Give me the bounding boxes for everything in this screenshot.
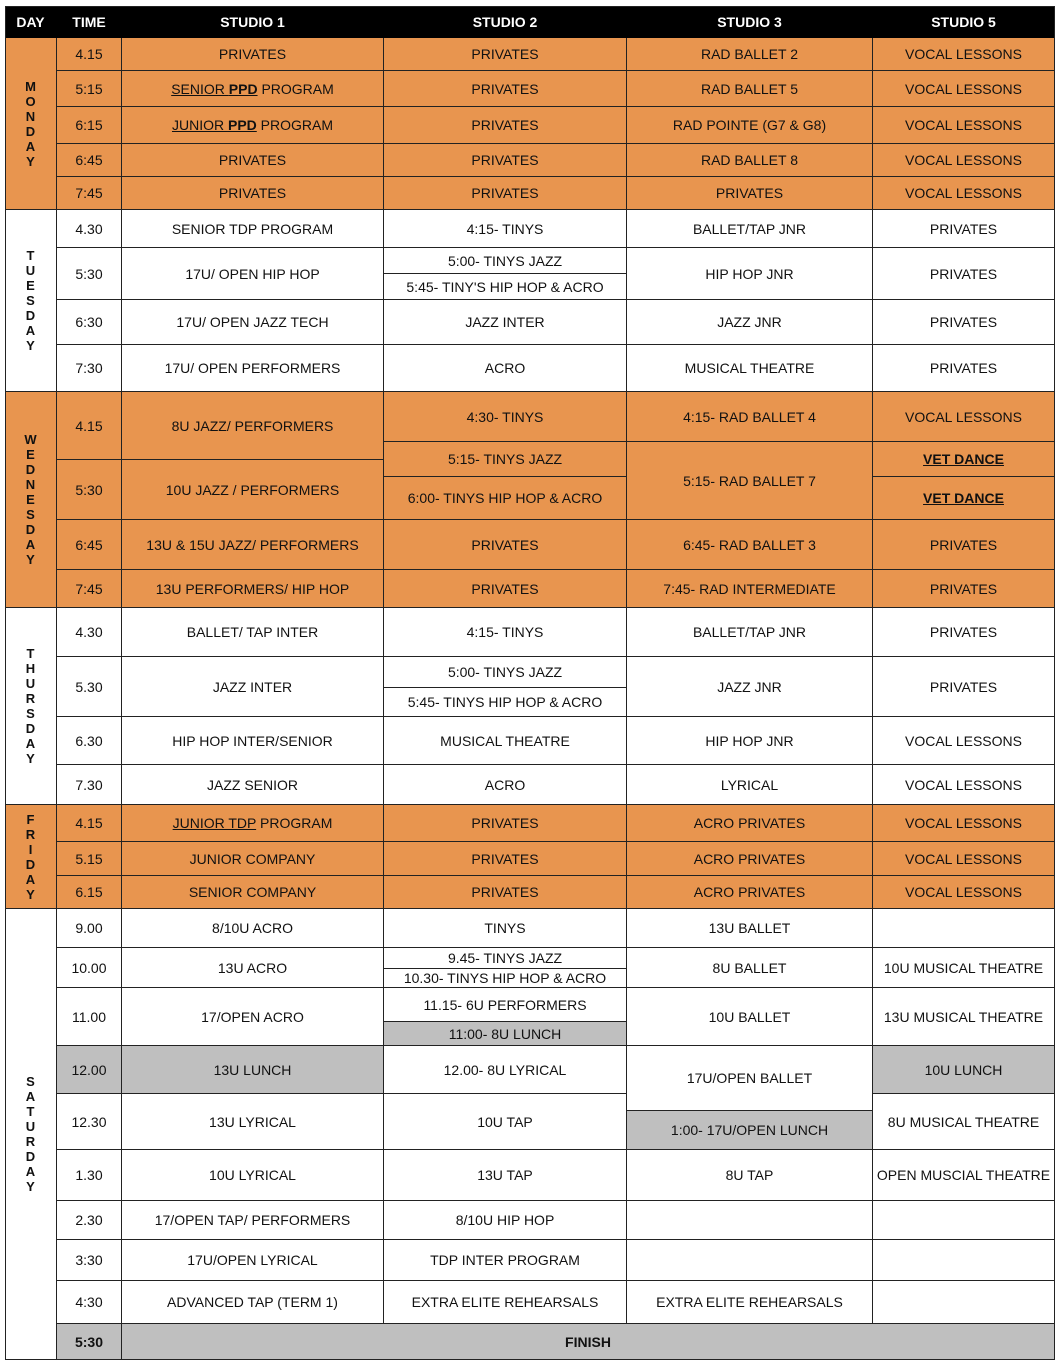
class-cell: [873, 909, 1055, 948]
class-cell: OPEN MUSCIAL THEATRE: [873, 1150, 1055, 1201]
class-cell: JUNIOR COMPANY: [122, 842, 384, 876]
time-cell: 6.30: [57, 717, 122, 765]
class-cell: PRIVATES: [384, 38, 627, 71]
day-letter: F: [26, 811, 35, 827]
time-cell: 6:45: [57, 520, 122, 570]
day-letter: Y: [26, 153, 35, 169]
time-cell: 5:30: [57, 1324, 122, 1360]
class-cell: HIP HOP JNR: [627, 248, 873, 300]
class-cell: [873, 1281, 1055, 1324]
class-cell: VOCAL LESSONS: [873, 876, 1055, 909]
class-cell: [627, 1201, 873, 1240]
class-cell: 4:15- TINYS: [384, 608, 627, 657]
time-cell: 4.15: [57, 392, 122, 460]
time-header: TIME: [57, 6, 122, 38]
day-letter: S: [26, 507, 35, 522]
class-cell: VOCAL LESSONS: [873, 71, 1055, 107]
class-cell: VOCAL LESSONS: [873, 842, 1055, 876]
class-cell: 5:45- TINY'S HIP HOP & ACRO: [384, 274, 627, 300]
class-cell: 5:00- TINYS JAZZ: [384, 248, 627, 274]
class-cell: PRIVATES: [122, 144, 384, 177]
class-cell: 13U BALLET: [627, 909, 873, 948]
day-letter: Y: [26, 338, 35, 353]
class-cell: VOCAL LESSONS: [873, 107, 1055, 144]
class-cell: 13U & 15U JAZZ/ PERFORMERS: [122, 520, 384, 570]
day-header: DAY: [5, 6, 57, 38]
class-cell: HIP HOP INTER/SENIOR: [122, 717, 384, 765]
class-cell: VET DANCE: [873, 477, 1055, 520]
class-cell: RAD BALLET 2: [627, 38, 873, 71]
class-cell: VOCAL LESSONS: [873, 177, 1055, 210]
studio-1-header: STUDIO 1: [122, 6, 384, 38]
class-cell: VOCAL LESSONS: [873, 805, 1055, 842]
class-cell: 8/10U ACRO: [122, 909, 384, 948]
time-cell: 12.00: [57, 1046, 122, 1094]
day-letter: D: [25, 522, 36, 537]
studio-2-header: STUDIO 2: [384, 6, 627, 38]
day-letter: A: [25, 736, 36, 751]
day-letter: E: [26, 492, 35, 507]
class-cell: PRIVATES: [384, 842, 627, 876]
day-label-monday: [5, 38, 57, 210]
class-cell: MUSICAL THEATRE: [384, 717, 627, 765]
day-letter: D: [25, 856, 36, 872]
day-letter: N: [25, 108, 36, 124]
class-cell: PRIVATES: [384, 107, 627, 144]
class-cell: 8U TAP: [627, 1150, 873, 1201]
day-letter: U: [25, 263, 36, 278]
time-cell: 4.15: [57, 805, 122, 842]
day-letter: A: [25, 1164, 36, 1179]
class-cell: PRIVATES: [384, 71, 627, 107]
class-cell: [627, 1240, 873, 1281]
day-letter: E: [26, 447, 35, 462]
day-letter: T: [26, 248, 35, 263]
class-cell: VOCAL LESSONS: [873, 38, 1055, 71]
day-letter: D: [25, 721, 36, 736]
day-letter: Y: [26, 552, 35, 567]
day-letter: U: [25, 676, 36, 691]
day-letter: T: [26, 1104, 35, 1119]
class-cell: PRIVATES: [384, 876, 627, 909]
class-cell: ACRO PRIVATES: [627, 842, 873, 876]
class-cell: 10U TAP: [384, 1094, 627, 1150]
day-letter: R: [25, 826, 36, 842]
class-cell: PRIVATES: [873, 520, 1055, 570]
day-letter: M: [25, 78, 36, 94]
time-cell: 2.30: [57, 1201, 122, 1240]
class-cell: 8/10U HIP HOP: [384, 1201, 627, 1240]
day-label-saturday: [5, 909, 57, 1360]
class-cell: PRIVATES: [873, 657, 1055, 717]
day-letter: Y: [26, 751, 35, 766]
time-cell: 5.30: [57, 657, 122, 717]
class-cell: BALLET/ TAP INTER: [122, 608, 384, 657]
class-cell: 10U LUNCH: [873, 1046, 1055, 1094]
time-cell: 5.15: [57, 842, 122, 876]
class-cell: 5:15- RAD BALLET 7: [627, 442, 873, 520]
class-cell: 8U JAZZ/ PERFORMERS: [122, 392, 384, 460]
time-cell: 7:45: [57, 177, 122, 210]
time-cell: 1.30: [57, 1150, 122, 1201]
day-letter: H: [25, 661, 36, 676]
class-cell: 9.45- TINYS JAZZ: [384, 948, 627, 969]
time-cell: 4.30: [57, 608, 122, 657]
class-cell: 17/OPEN TAP/ PERFORMERS: [122, 1201, 384, 1240]
class-cell: 12.00- 8U LYRICAL: [384, 1046, 627, 1094]
time-cell: 5:30: [57, 460, 122, 520]
time-cell: 6.15: [57, 876, 122, 909]
day-letter: A: [25, 1089, 36, 1104]
class-cell: PRIVATES: [122, 38, 384, 71]
class-cell: 10U MUSICAL THEATRE: [873, 948, 1055, 988]
time-cell: 10.00: [57, 948, 122, 988]
day-letter: N: [25, 477, 36, 492]
class-cell: JAZZ JNR: [627, 300, 873, 345]
time-cell: 5:15: [57, 71, 122, 107]
time-cell: 6:15: [57, 107, 122, 144]
class-cell: ACRO PRIVATES: [627, 805, 873, 842]
day-label-friday: [5, 805, 57, 909]
finish-bar: FINISH: [122, 1324, 1055, 1360]
class-cell: [873, 1240, 1055, 1281]
program-label: JUNIOR PPD PROGRAM: [171, 117, 334, 133]
class-cell: 5:15- TINYS JAZZ: [384, 442, 627, 477]
class-cell: 11:00- 8U LUNCH: [384, 1022, 627, 1046]
class-cell: 11.15- 6U PERFORMERS: [384, 988, 627, 1022]
class-cell: 5:45- TINYS HIP HOP & ACRO: [384, 688, 627, 717]
class-cell: PRIVATES: [873, 248, 1055, 300]
class-cell: EXTRA ELITE REHEARSALS: [627, 1281, 873, 1324]
class-cell: PRIVATES: [122, 177, 384, 210]
class-cell: ACRO: [384, 345, 627, 392]
class-cell: VET DANCE: [873, 442, 1055, 477]
class-cell: 17U/ OPEN JAZZ TECH: [122, 300, 384, 345]
class-cell: 10U JAZZ / PERFORMERS: [122, 460, 384, 520]
class-cell: SENIOR TDP PROGRAM: [122, 210, 384, 248]
program-label: JUNIOR TDP PROGRAM: [172, 815, 333, 831]
day-label-wednesday: [5, 392, 57, 608]
time-cell: 3:30: [57, 1240, 122, 1281]
day-letter: O: [25, 93, 36, 109]
class-cell: MUSICAL THEATRE: [627, 345, 873, 392]
class-cell: 13U PERFORMERS/ HIP HOP: [122, 570, 384, 608]
class-cell: 10.30- TINYS HIP HOP & ACRO: [384, 969, 627, 988]
day-letter: D: [25, 308, 36, 323]
class-cell: PRIVATES: [627, 177, 873, 210]
day-letter: R: [25, 1134, 36, 1149]
day-label-tuesday: [5, 210, 57, 392]
class-cell: JAZZ INTER: [384, 300, 627, 345]
class-cell: [873, 1201, 1055, 1240]
day-letter: S: [26, 706, 35, 721]
time-cell: 7:30: [57, 345, 122, 392]
time-cell: 12.30: [57, 1094, 122, 1150]
time-cell: 7.30: [57, 765, 122, 805]
class-cell: 4:15- RAD BALLET 4: [627, 392, 873, 442]
day-letter: U: [25, 1119, 36, 1134]
day-letter: D: [25, 462, 36, 477]
class-cell: 13U MUSICAL THEATRE: [873, 988, 1055, 1046]
class-cell: 13U ACRO: [122, 948, 384, 988]
class-cell: PRIVATES: [873, 608, 1055, 657]
time-cell: 6:45: [57, 144, 122, 177]
class-cell: PRIVATES: [873, 345, 1055, 392]
class-cell: PRIVATES: [873, 570, 1055, 608]
program-label: SENIOR PPD PROGRAM: [171, 80, 334, 97]
class-cell: VOCAL LESSONS: [873, 144, 1055, 177]
class-cell: TINYS: [384, 909, 627, 948]
class-cell: 13U LUNCH: [122, 1046, 384, 1094]
class-cell: 17U/ OPEN HIP HOP: [122, 248, 384, 300]
day-label-thursday: [5, 608, 57, 805]
class-cell: [122, 71, 384, 107]
day-letter: S: [26, 1074, 35, 1089]
time-cell: 4.30: [57, 210, 122, 248]
class-cell: TDP INTER PROGRAM: [384, 1240, 627, 1281]
class-cell: [122, 107, 384, 144]
day-letter: Y: [26, 886, 35, 902]
class-cell: 17U/ OPEN PERFORMERS: [122, 345, 384, 392]
class-cell: ACRO: [384, 765, 627, 805]
class-cell: PRIVATES: [384, 805, 627, 842]
class-cell: 13U TAP: [384, 1150, 627, 1201]
day-letter: D: [25, 1149, 36, 1164]
day-letter: D: [25, 123, 36, 139]
class-cell: LYRICAL: [627, 765, 873, 805]
time-cell: 6:30: [57, 300, 122, 345]
class-cell: 7:45- RAD INTERMEDIATE: [627, 570, 873, 608]
day-letter: T: [26, 646, 35, 661]
day-letter: S: [26, 293, 35, 308]
class-cell: RAD POINTE (G7 & G8): [627, 107, 873, 144]
class-cell: 1:00- 17U/OPEN LUNCH: [627, 1111, 873, 1150]
day-letter: A: [25, 323, 36, 338]
class-cell: PRIVATES: [384, 144, 627, 177]
class-cell: VOCAL LESSONS: [873, 765, 1055, 805]
day-letter: R: [25, 691, 36, 706]
class-cell: 6:45- RAD BALLET 3: [627, 520, 873, 570]
class-cell: 17U/OPEN LYRICAL: [122, 1240, 384, 1281]
class-cell: BALLET/TAP JNR: [627, 608, 873, 657]
studio-3-header: STUDIO 3: [627, 6, 873, 38]
time-cell: 4.15: [57, 38, 122, 71]
class-cell: VOCAL LESSONS: [873, 717, 1055, 765]
time-cell: 7:45: [57, 570, 122, 608]
class-cell: BALLET/TAP JNR: [627, 210, 873, 248]
class-cell: RAD BALLET 8: [627, 144, 873, 177]
class-cell: 10U LYRICAL: [122, 1150, 384, 1201]
class-cell: 5:00- TINYS JAZZ: [384, 657, 627, 688]
class-cell: [122, 805, 384, 842]
class-cell: 4:15- TINYS: [384, 210, 627, 248]
time-cell: 11.00: [57, 988, 122, 1046]
class-cell: PRIVATES: [384, 570, 627, 608]
day-letter: E: [26, 278, 35, 293]
day-letter: A: [25, 138, 36, 154]
class-cell: ADVANCED TAP (TERM 1): [122, 1281, 384, 1324]
class-cell: 4:30- TINYS: [384, 392, 627, 442]
class-cell: JAZZ JNR: [627, 657, 873, 717]
class-cell: JAZZ SENIOR: [122, 765, 384, 805]
day-letter: A: [25, 537, 36, 552]
day-letter: A: [25, 871, 36, 887]
class-cell: 8U BALLET: [627, 948, 873, 988]
class-cell: EXTRA ELITE REHEARSALS: [384, 1281, 627, 1324]
class-cell: JAZZ INTER: [122, 657, 384, 717]
time-cell: 4:30: [57, 1281, 122, 1324]
class-cell: ACRO PRIVATES: [627, 876, 873, 909]
studio-5-header: STUDIO 5: [873, 6, 1055, 38]
class-cell: PRIVATES: [384, 520, 627, 570]
class-cell: 8U MUSICAL THEATRE: [873, 1094, 1055, 1150]
time-cell: 5:30: [57, 248, 122, 300]
time-cell: 9.00: [57, 909, 122, 948]
day-letter: Y: [26, 1179, 35, 1194]
class-cell: 17/OPEN ACRO: [122, 988, 384, 1046]
class-cell: VOCAL LESSONS: [873, 392, 1055, 442]
class-cell: RAD BALLET 5: [627, 71, 873, 107]
class-cell: PRIVATES: [384, 177, 627, 210]
day-letter: I: [28, 841, 33, 857]
class-cell: 6:00- TINYS HIP HOP & ACRO: [384, 477, 627, 520]
class-cell: HIP HOP JNR: [627, 717, 873, 765]
class-cell: PRIVATES: [873, 210, 1055, 248]
class-cell: SENIOR COMPANY: [122, 876, 384, 909]
class-cell: 17U/OPEN BALLET: [627, 1046, 873, 1111]
class-cell: PRIVATES: [873, 300, 1055, 345]
day-letter: W: [24, 432, 37, 447]
class-cell: 13U LYRICAL: [122, 1094, 384, 1150]
class-cell: 10U BALLET: [627, 988, 873, 1046]
